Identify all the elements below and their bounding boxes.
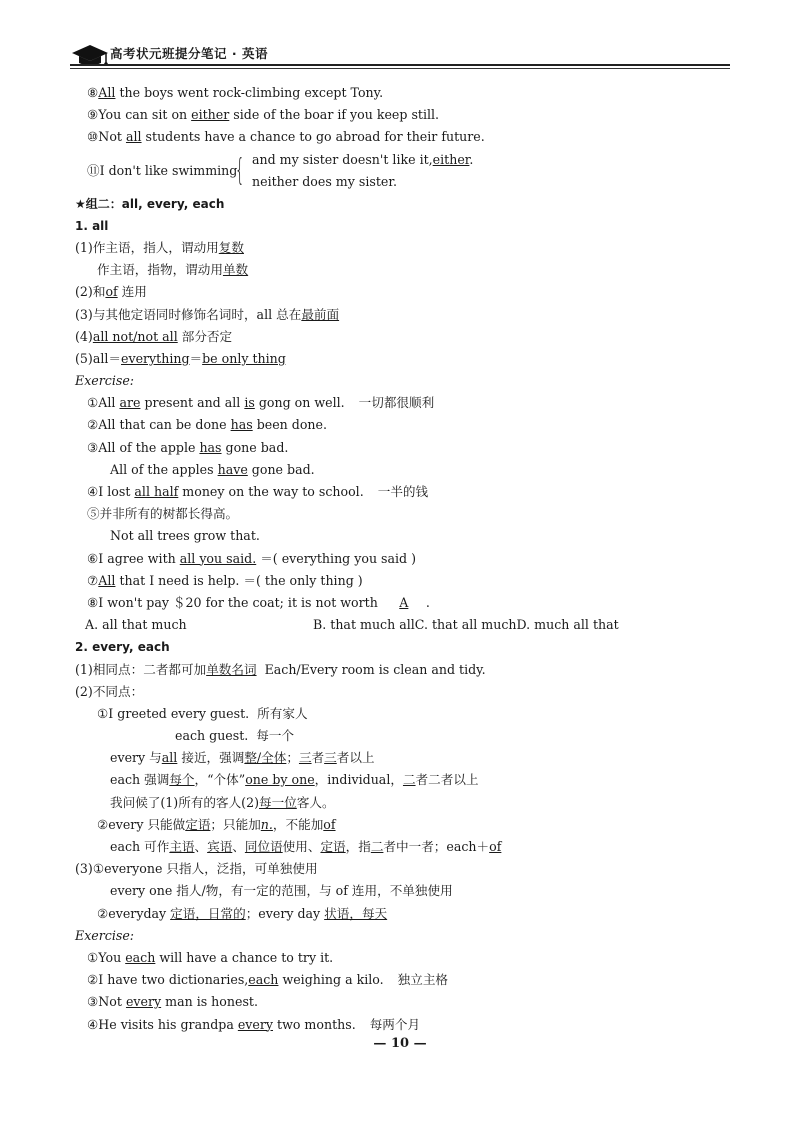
example-line: ⑨You can sit on either side of the boar if you keep still. [87,107,440,123]
rule-line: 我问候了(1)所有的客人(2)每一位客人。 [110,794,335,810]
exercise-line: ③All of the apple has gone bad. [87,439,289,455]
rule-line: each 强调每个，“个体”one by one，individual，二者二者以上 [110,772,479,788]
rule-line: (3)①everyone 只指人，泛指，可单独使用 [75,861,318,877]
exercise-label: Exercise: [75,927,135,943]
exercise-line: ①All are present and all is gong on well. 一切都很顺利 [87,395,435,411]
rule-line: 作主语，指物，谓动用单数 [97,262,249,278]
rule-line: ①I greeted every guest. 所有家人 [97,705,308,721]
exercise-line: ⑧I won't pay ＄20 for the coat; it is not worth A . [75,592,725,614]
brace-example: ⑪I don't like swimming { and my sister doesn't like it,either. neither does my sister. [87,151,474,189]
rule-line: each guest. 每一个 [175,728,295,744]
rule-line: (4)all not/not all 部分否定 [75,328,233,344]
exercise-line: ①You each will have a chance to try it. [87,949,334,965]
rule-line: every one 指人/物，有一定的范围，与 of 连用，不单独使用 [110,883,453,899]
rule-line: ②every 只能做定语；只能加n.，不能加of [97,816,336,832]
exercise-line: ②I have two dictionaries,each weighing a kilo. 独立主格 [87,972,449,988]
header-title: 高考状元班提分笔记 · 英语 [110,46,268,61]
exercise-line: ④I lost all half money on the way to school. 一半的钱 [87,484,429,499]
options-line: A. all that much B. that much allC. that all muchD. much all that [85,617,619,633]
rule-line: every 与all 接近，强调整/全体；三者三者以上 [110,750,375,766]
header-rule [70,64,730,66]
rule-line: (3)与其他定语同时修饰名词时，all 总在最前面 [75,306,340,322]
section-heading: ★组二：all, every, each [75,196,225,211]
subsection-title-every-each: 2. every, each [75,640,170,655]
exercise-line: ⑤并非所有的树都长得高。 [87,506,239,522]
rule-line: each 可作主语、宾语、同位语使用、定语，指二者中一者；each＋of [110,839,502,854]
page-number: — 10 — [373,1036,427,1051]
exercise-line: ⑥I agree with all you said. ＝( everything you said ) [87,550,417,566]
exercise-line: ⑦All that I need is help. ＝( the only thing ) [87,572,363,588]
rule-line: ②everyday 定语，日常的；every day 状语，每天 [97,905,388,921]
exercise-line: Not all trees grow that. [110,528,260,544]
exercise-line: ③Not every man is honest. [87,994,258,1010]
left-brace: { [235,152,245,188]
rule-line: (1)作主语，指人，谓动用复数 [75,239,244,255]
subsection-title-all: 1. all [75,218,109,233]
exercise-line: ④He visits his grandpa every two months. 每两个月 [87,1016,421,1032]
page-header [70,38,730,70]
exercise-label: Exercise: [75,373,135,389]
exercise-line: All of the apples have gone bad. [110,461,315,477]
rule-line: (2)不同点： [75,683,144,699]
rule-line: (5)all＝everything＝be only thing [75,350,286,366]
page-content [75,82,725,1036]
rule-line: (1)相同点：二者都可加单数名词 Each/Every room is clean and tidy. [75,661,486,677]
rule-line: (2)和of 连用 [75,284,147,300]
answer-blank: A [399,594,409,610]
header-rule-thin [70,68,730,69]
exercise-line: ②All that can be done has been done. [87,417,327,433]
example-line: ⑧All the boys went rock-climbing except Tony. [87,85,384,100]
example-line: ⑩Not all students have a chance to go abroad for their future. [87,129,485,145]
